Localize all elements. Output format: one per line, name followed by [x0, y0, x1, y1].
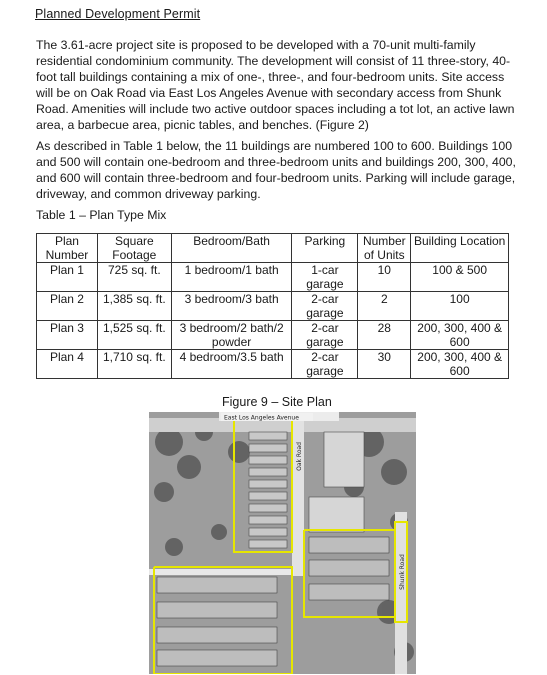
page-heading: Planned Development Permit: [35, 7, 201, 21]
cell-bedbath: 3 bedroom/3 bath: [171, 292, 292, 321]
cell-bedbath: 1 bedroom/1 bath: [171, 263, 292, 292]
cell-plan: Plan 1: [37, 263, 98, 292]
cell-location: 200, 300, 400 & 600: [411, 350, 509, 379]
buildings-description-paragraph: As described in Table 1 below, the 11 buildings are numbered 100 to 600. Buildings 100 and 500 will contain one-bedroom and three-bedroom units and buildings 200, 300, 400, and 600 will contain three-bedroom and four-bedroom units. Parking will include garage, driveway, and common driveway parking.: [36, 139, 516, 201]
table-row: [37, 321, 509, 350]
header-building-location: Building Location: [411, 234, 509, 263]
cell-units: 10: [358, 263, 411, 292]
cell-bedbath: 3 bedroom/2 bath/2 powder: [171, 321, 292, 350]
cell-sqft: 1,710 sq. ft.: [97, 350, 171, 379]
plan-type-mix-table: [36, 233, 509, 379]
table-row: [37, 263, 509, 292]
label-shunk-road: Shunk Road: [399, 554, 406, 590]
table-caption: Table 1 – Plan Type Mix: [36, 208, 167, 222]
cell-plan: Plan 2: [37, 292, 98, 321]
site-plan-aerial: [149, 412, 416, 674]
cell-bedbath: 4 bedroom/3.5 bath: [171, 350, 292, 379]
cell-parking: 2-car garage: [292, 321, 358, 350]
table-header-row: [37, 234, 509, 263]
cell-units: 28: [358, 321, 411, 350]
label-east-los-angeles-avenue: East Los Angeles Avenue: [224, 414, 299, 422]
cell-location: 200, 300, 400 & 600: [411, 321, 509, 350]
header-square-footage: Square Footage: [97, 234, 171, 263]
project-description-paragraph: The 3.61-acre project site is proposed to be developed with a 70-unit multi-family residential condominium community. The development will consist of 11 three-story, 40-foot tall buildings containing a mix of one-, three-, and four-bedroom units. Site access will be on Oak Road via East Los Angeles Avenue with secondary access from Shunk Road. Amenities will include two active outdoor spaces including a tot lot, an active lawn area, a barbecue area, picnic tables, and benches. (Figure 2): [36, 38, 515, 132]
header-number-of-units: Number of Units: [358, 234, 411, 263]
table-row: [37, 292, 509, 321]
cell-location: 100 & 500: [411, 263, 509, 292]
cell-sqft: 1,525 sq. ft.: [97, 321, 171, 350]
cell-units: 2: [358, 292, 411, 321]
header-parking: Parking: [292, 234, 358, 263]
cell-sqft: 1,385 sq. ft.: [97, 292, 171, 321]
cell-sqft: 725 sq. ft.: [97, 263, 171, 292]
cell-plan: Plan 4: [37, 350, 98, 379]
header-bedroom-bath: Bedroom/Bath: [171, 234, 292, 263]
header-plan-number: Plan Number: [37, 234, 98, 263]
figure-caption: Figure 9 – Site Plan: [222, 395, 332, 409]
cell-parking: 1-car garage: [292, 263, 358, 292]
cell-units: 30: [358, 350, 411, 379]
cell-location: 100: [411, 292, 509, 321]
label-oak-road: Oak Road: [296, 442, 303, 471]
cell-parking: 2-car garage: [292, 292, 358, 321]
cell-plan: Plan 3: [37, 321, 98, 350]
table-row: [37, 350, 509, 379]
cell-parking: 2-car garage: [292, 350, 358, 379]
